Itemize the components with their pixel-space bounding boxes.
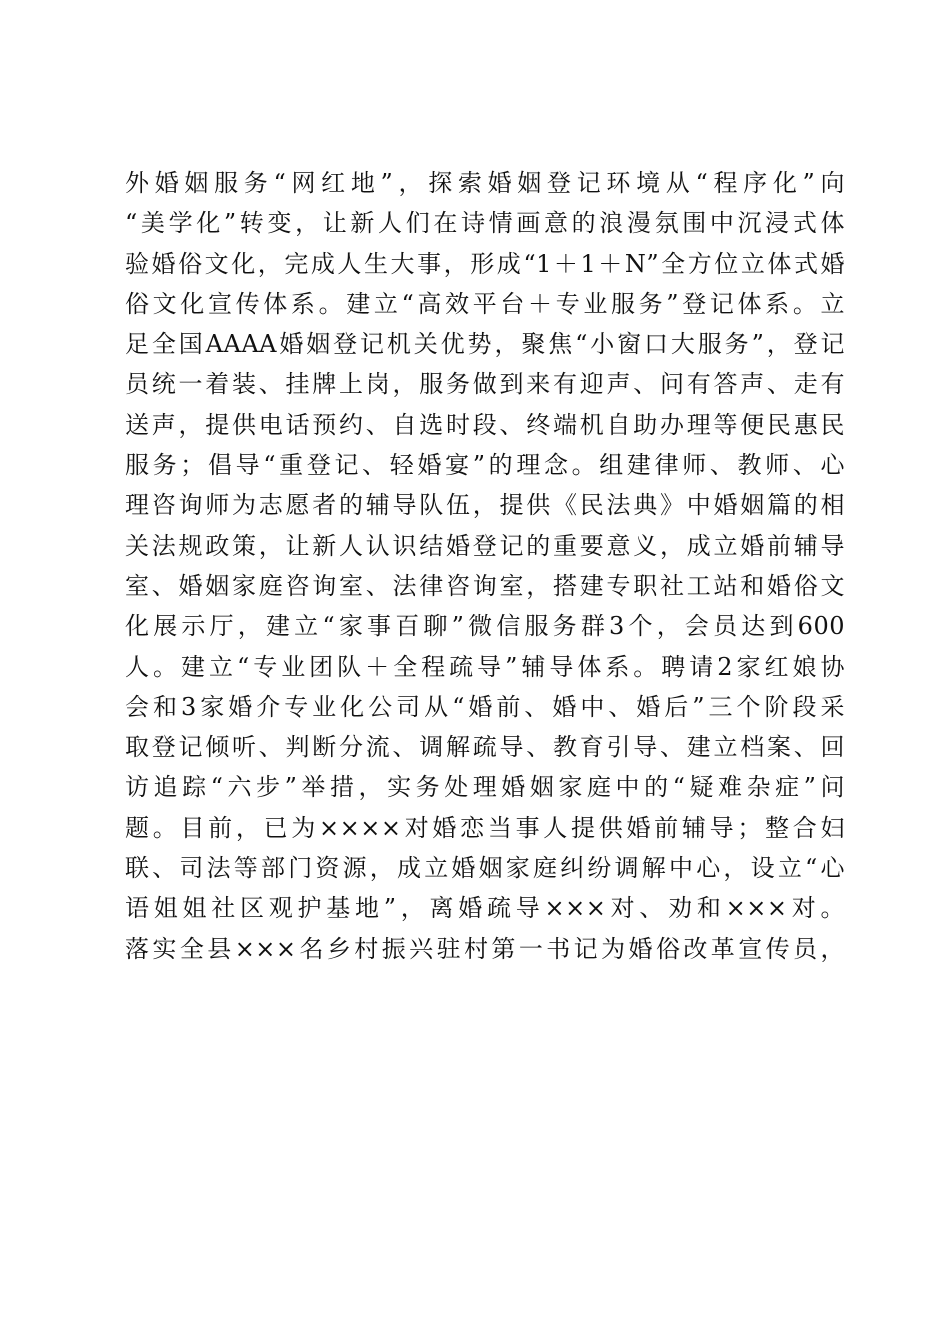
text-line: 足全国AAAA婚姻登记机关优势，聚焦“小窗口大服务”，登记: [125, 330, 845, 359]
text-line: “美学化”转变，让新人们在诗情画意的浪漫氛围中沉浸式体: [125, 209, 845, 238]
text-line: 验婚俗文化，完成人生大事，形成“1＋1＋N”全方位立体式婚: [125, 249, 845, 278]
text-line: 服务；倡导“重登记、轻婚宴”的理念。组建律师、教师、心: [125, 451, 845, 480]
text-line: 访追踪“六步”举措，实务处理婚姻家庭中的“疑难杂症”问: [125, 773, 845, 802]
text-line: 员统一着装、挂牌上岗，服务做到来有迎声、问有答声、走有: [125, 370, 845, 399]
text-line: 外婚姻服务“网红地”，探索婚姻登记环境从“程序化”向: [125, 169, 845, 197]
text-line: 关法规政策，让新人认识结婚登记的重要意义，成立婚前辅导: [125, 531, 845, 560]
text-line: 化展示厅，建立“家事百聊”微信服务群3个，会员达到600: [125, 612, 845, 641]
text-line: 落实全县×××名乡村振兴驻村第一书记为婚俗改革宣传员，: [125, 934, 845, 963]
text-line: 取登记倾听、判断分流、调解疏导、教育引导、建立档案、回: [125, 733, 845, 762]
text-line: 室、婚姻家庭咨询室、法律咨询室，搭建专职社工站和婚俗文: [125, 571, 845, 600]
text-line: 语姐姐社区观护基地”，离婚疏导×××对、劝和×××对。: [125, 894, 845, 923]
text-line: 人。建立“专业团队＋全程疏导”辅导体系。聘请2家红娘协: [125, 652, 845, 681]
body-text: [125, 163, 845, 969]
text-line: 会和3家婚介专业化公司从“婚前、婚中、婚后”三个阶段采: [125, 692, 845, 721]
text-line: 送声，提供电话预约、自选时段、终端机自助办理等便民惠民: [125, 410, 845, 439]
text-line: 联、司法等部门资源，成立婚姻家庭纠纷调解中心，设立“心: [125, 854, 845, 883]
text-line: 理咨询师为志愿者的辅导队伍，提供《民法典》中婚姻篇的相: [125, 491, 845, 520]
text-line: 题。目前，已为××××对婚恋当事人提供婚前辅导；整合妇: [125, 813, 845, 842]
text-line: 俗文化宣传体系。建立“高效平台＋专业服务”登记体系。立: [125, 289, 845, 318]
